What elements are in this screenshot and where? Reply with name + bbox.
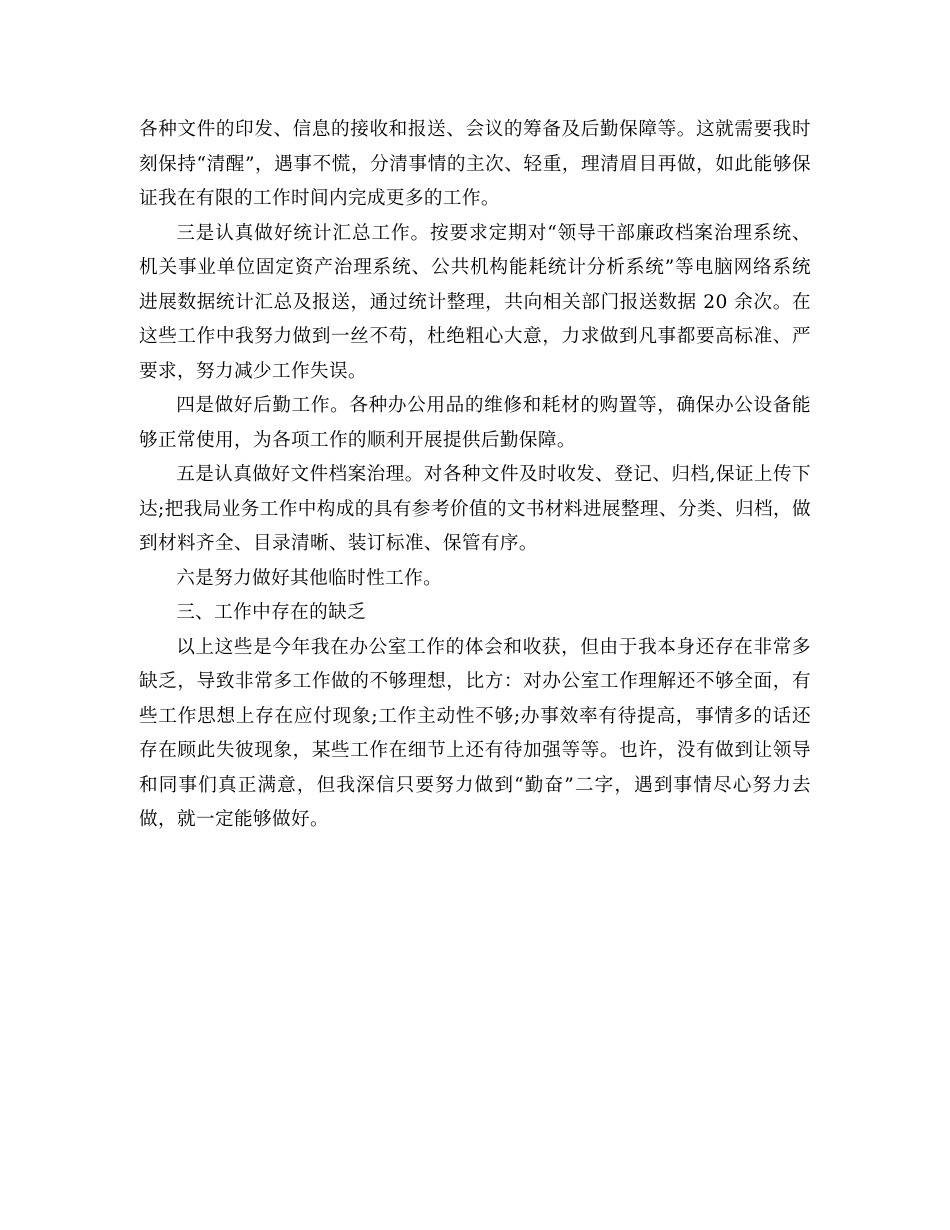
paragraph-statistics: 三是认真做好统计汇总工作。按要求定期对“领导干部廉政档案治理系统、机关事业单位固定资产治理系统、公共机构能耗统计分析系统”等电脑网络系统进展数据统计汇总及报送，通过统计整理，共向相关部门报送数据 20 余次。在这些工作中我努力做到一丝不苟，杜绝粗心大意，力求做到凡事都要高标准、严要求，努力减少工作失误。 <box>139 222 811 382</box>
paragraph-archives: 五是认真做好文件档案治理。对各种文件及时收发、登记、归档,保证上传下达;把我局业务工作中构成的具有参考价值的文书材料进展整理、分类、归档，做到材料齐全、目录清晰、装订标准、保管有序。 <box>139 464 811 554</box>
paragraph-continuation: 各种文件的印发、信息的接收和报送、会议的筹备及后勤保障等。这就需要我时刻保持“清醒”，遇事不慌，分清事情的主次、轻重，理清眉目再做，如此能够保证我在有限的工作时间内完成更多的工作。 <box>139 119 811 209</box>
paragraph-logistics: 四是做好后勤工作。各种办公用品的维修和耗材的购置等，确保办公设备能够正常使用，为各项工作的顺利开展提供后勤保障。 <box>139 395 811 451</box>
paragraph-temporary-work: 六是努力做好其他临时性工作。 <box>176 567 443 589</box>
document-body <box>139 113 811 838</box>
section-heading-shortcomings: 三、工作中存在的缺乏 <box>176 602 367 623</box>
paragraph-shortcomings: 以上这些是今年我在办公室工作的体会和收获，但由于我本身还存在非常多缺乏，导致非常多工作做的不够理想，比方：对办公室工作理解还不够全面，有些工作思想上存在应付现象;工作主动性不够;办事效率有待提高，事情多的话还存在顾此失彼现象，某些工作在细节上还有待加强等等。也许，没有做到让领导和同事们真正满意，但我深信只要努力做到“勤奋”二字，遇到事情尽心努力去做，就一定能够做好。 <box>139 636 811 830</box>
